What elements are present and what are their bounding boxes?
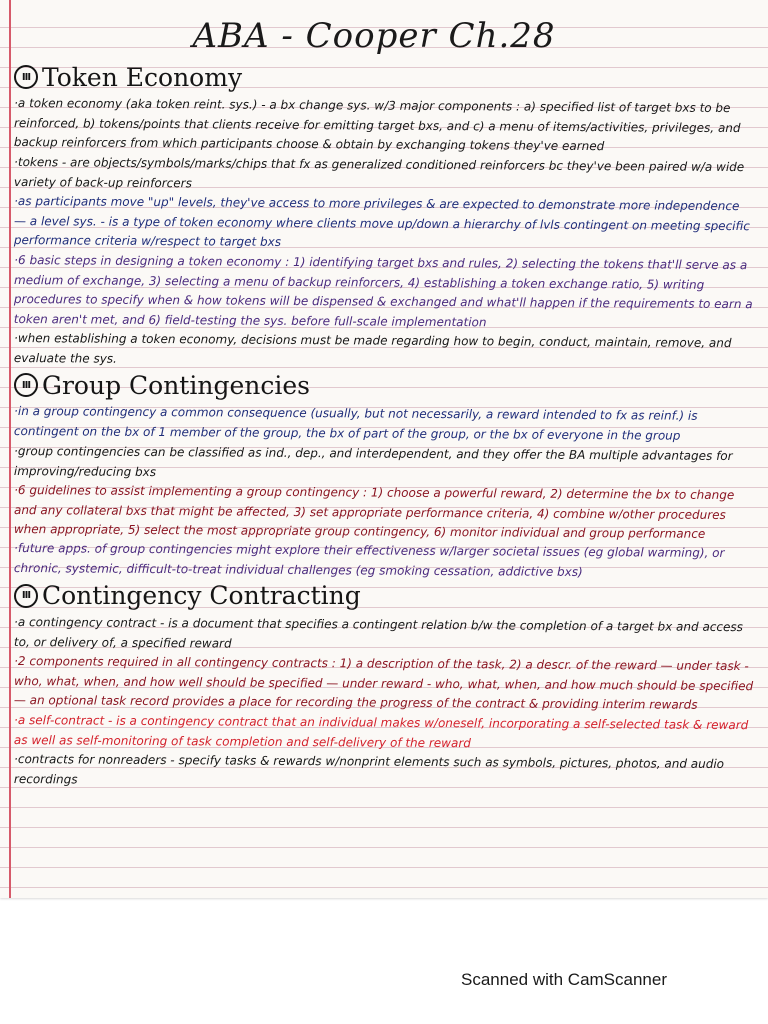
- note-bullet: ·6 basic steps in designing a token economy : 1) identifying target bxs and rules, 2) selecting the tokens that'll serve as a medium of exchange, 3) selecting a menu of backup reinforcers, 4) establishing a token exchange ratio, 5) writing procedures to specify when & how tokens will be dispensed & exchanged and what'll happen if the requirements to earn a token aren't met, and 6) field-testing the sys. before full-scale implementation: [13, 252, 753, 329]
- section-heading: [14, 60, 754, 94]
- note-bullet: ·when establishing a token economy, decisions must be made regarding how to begin, conduct, maintain, remove, and evaluate the sys.: [13, 331, 732, 366]
- roman-numeral-badge: III: [14, 584, 38, 608]
- margin-line: [9, 0, 11, 898]
- note-bullet: ·future apps. of group contingencies might explore their effectiveness w/larger societal issues (eg global warming), or chronic, systemic, difficult-to-treat individual challenges (eg smoking cessation, addictive bxs): [13, 541, 725, 580]
- section-token-economy: [14, 60, 754, 368]
- section-heading: [14, 368, 754, 402]
- note-bullet: ·a contingency contract - is a document that specifies a contingent relation b/w the completion of a target bx and access to, or delivery of, a specified reward: [13, 614, 743, 650]
- note-bullet: ·2 components required in all contingency contracts : 1) a description of the task, 2) a descr. of the reward — under task - who, what, when, and how well should be specified — under reward - who, what, when, and how much should be specified — an optional task record provides a place for recording the progress of the contract & providing interim rewards: [13, 653, 754, 712]
- section-contingency-contracting: [14, 579, 754, 789]
- roman-numeral-badge: III: [14, 373, 38, 397]
- section-group-contingencies: [14, 368, 754, 578]
- page-title: ABA - Cooper Ch.28: [192, 16, 556, 56]
- section-title: Token Economy: [42, 62, 243, 92]
- section-title: Contingency Contracting: [42, 581, 361, 611]
- note-bullet: ·in a group contingency a common consequence (usually, but not necessarily, a reward intended to fx as reinf.) is contingent on the bx of 1 member of the group, the bx of part of the group, or the bx of everyone in the group: [13, 404, 698, 443]
- scanner-watermark-caption: Scanned with CamScanner: [461, 970, 668, 989]
- note-bullet: ·6 guidelines to assist implementing a group contingency : 1) choose a powerful reward, 2) determine the bx to change and any collateral bxs that might be affected, 3) set appropriate performance criteria, 4) combine w/other procedures when appropriate, 5) select the most appropriate group contingency, 6) monitor individual and group performance: [13, 482, 735, 541]
- note-bullet: ·as participants move "up" levels, they've access to more privileges & are expected to demonstrate more independence — a level sys. - is a type of token economy where clients move up/down a hierarchy of lvls contingent on meeting specific performance criteria w/respect to target bxs: [13, 193, 750, 250]
- note-bullet: ·group contingencies can be classified as ind., dep., and interdependent, and they offer the BA multiple advantages for improving/reducing bxs: [13, 443, 733, 479]
- roman-numeral-badge: III: [14, 65, 38, 89]
- section-heading: [14, 579, 754, 613]
- section-title: Group Contingencies: [42, 370, 310, 400]
- notes-content: [14, 12, 754, 789]
- note-bullet: ·a self-contract - is a contingency contract that an individual makes w/oneself, incorporating a self-selected task & reward as well as self-monitoring of task completion and self-delivery of the reward: [13, 712, 749, 750]
- note-bullet: ·tokens - are objects/symbols/marks/chips that fx as generalized conditioned reinforcers bc they've been paired w/a wide variety of back-up reinforcers: [13, 154, 745, 190]
- note-bullet: ·contracts for nonreaders - specify tasks & rewards w/nonprint elements such as symbols, pictures, photos, and audio recordings: [13, 751, 725, 786]
- note-bullet: ·a token economy (aka token reint. sys.) - a bx change sys. w/3 major components : a) specified list of target bxs to be reinforced, b) tokens/points that clients receive for emitting target bxs, and c) a menu of items/activities, privileges, and backup reinforcers from which participants choose & obtain by exchanging tokens they've earned: [13, 96, 741, 154]
